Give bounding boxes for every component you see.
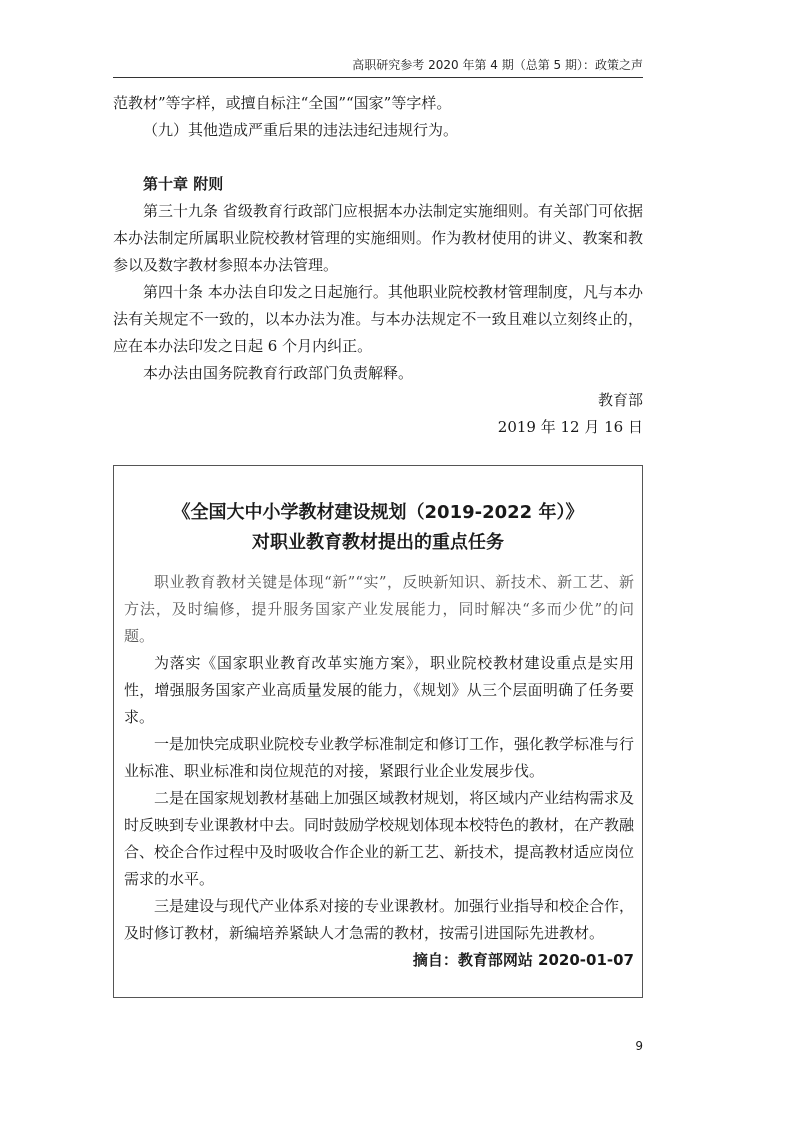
source-citation: 摘自：教育部网站 2020-01-07 bbox=[412, 951, 634, 969]
paragraph: 为落实《国家职业教育改革实施方案》，职业院校教材建设重点是实用性，增强服务国家产业高质量发展的能力，《规划》从三个层面明确了任务要求。 bbox=[124, 654, 634, 726]
paragraph: 本办法由国务院教育行政部门负责解释。 bbox=[143, 364, 414, 382]
paragraph: 第三十九条 省级教育行政部门应根据本办法制定实施细则。有关部门可依据本办法制定所属职业院校教材管理的实施细则。作为教材使用的讲义、教案和教参以及数字教材参照本办法管理。 bbox=[113, 202, 643, 274]
running-header: 高职研究参考 2020 年第 4 期（总第 5 期）：政策之声 bbox=[113, 55, 643, 78]
paragraph: （九）其他造成严重后果的违法违纪违规行为。 bbox=[143, 121, 459, 139]
paragraph: 范教材”等字样，或擅自标注“全国”“国家”等字样。 bbox=[113, 94, 452, 112]
chapter-heading: 第十章 附则 bbox=[143, 175, 224, 193]
sidebar-box bbox=[113, 465, 643, 998]
main-text bbox=[113, 90, 643, 441]
paragraph: 三是建设与现代产业体系对接的专业课教材。加强行业指导和校企合作，及时修订教材，新编培养紧缺人才急需的教材，按需引进国际先进教材。 bbox=[124, 897, 635, 942]
paragraph: 第四十条 本办法自印发之日起施行。其他职业院校教材管理制度，凡与本办法有关规定不一致的，以本办法为准。与本办法规定不一致且难以立刻终止的，应在本办法印发之日起 6 个月内纠正。 bbox=[113, 283, 643, 355]
paragraph: 一是加快完成职业院校专业教学标准制定和修订工作，强化教学标准与行业标准、职业标准和岗位规范的对接，紧跟行业企业发展步伐。 bbox=[124, 735, 635, 780]
page-number: 9 bbox=[635, 1039, 643, 1053]
paragraph: 二是在国家规划教材基础上加强区域教材规划，将区域内产业结构需求及时反映到专业课教材中去。同时鼓励学校规划体现本校特色的教材，在产教融合、校企合作过程中及时吸收合作企业的新工艺、新技术，提高教材适应岗位需求的水平。 bbox=[124, 789, 635, 888]
date: 2019 年 12 月 16 日 bbox=[497, 418, 643, 436]
signature: 教育部 bbox=[597, 391, 643, 409]
box-content bbox=[124, 569, 634, 974]
box-title bbox=[114, 498, 642, 558]
box-title-line: 对职业教育教材提出的重点任务 bbox=[252, 532, 504, 553]
box-title-line: 《全国大中小学教材建设规划（2019-2022 年）》 bbox=[172, 502, 584, 523]
paragraph: 职业教育教材关键是体现“新”“实”，反映新知识、新技术、新工艺、新方法，及时编修，提升服务国家产业发展能力，同时解决“多而少优”的问题。 bbox=[124, 573, 634, 645]
